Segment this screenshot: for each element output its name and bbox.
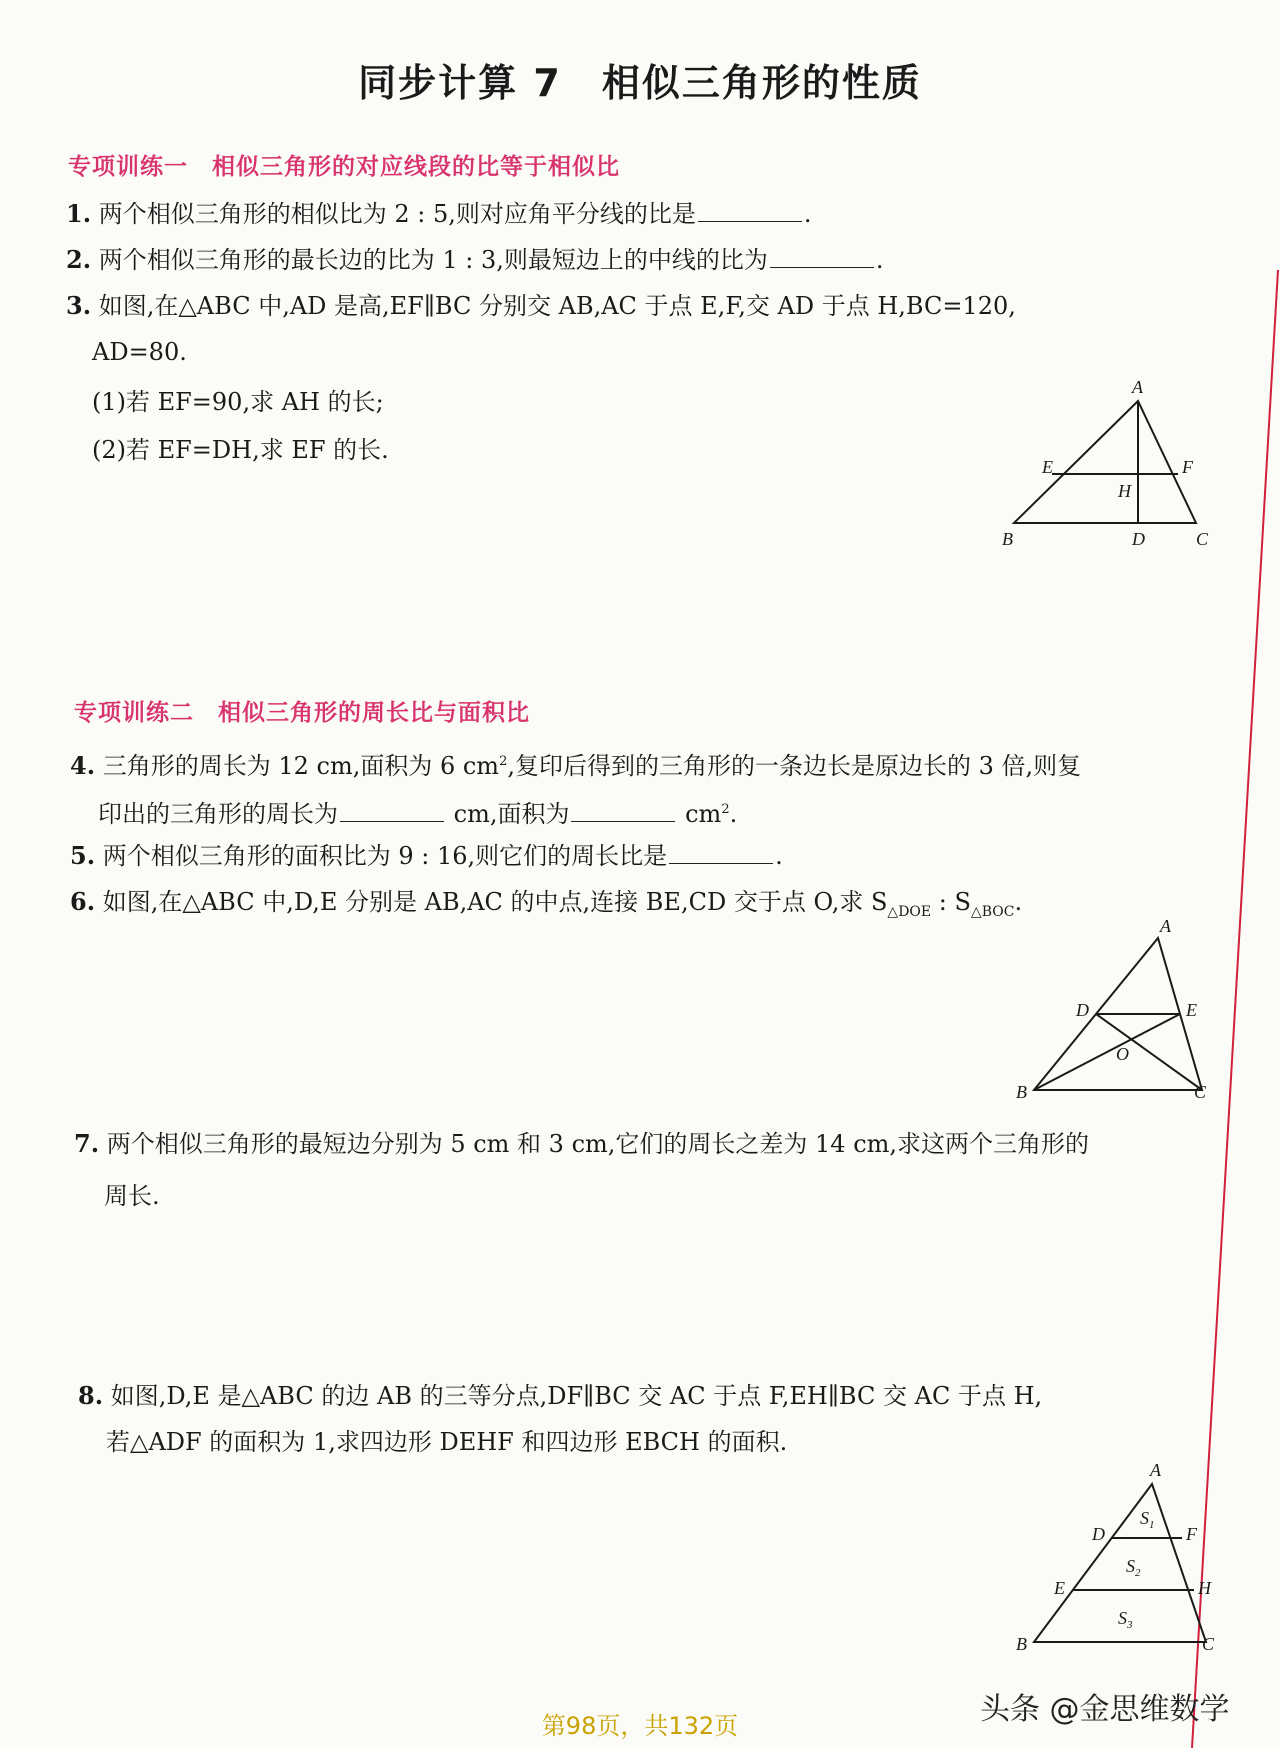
question-text: 如图,在△ABC 中,AD 是高,EF∥BC 分别交 AB,AC 于点 E,F,交 AD 于点 H,BC=120, — [98, 292, 1016, 320]
label-s3: $S_3$ — [1118, 1608, 1133, 1631]
label-e: E — [1042, 457, 1053, 477]
question-number: 7. — [74, 1129, 100, 1158]
label-c: C — [1194, 1082, 1207, 1102]
label-f: F — [1182, 457, 1193, 477]
subscript: △BOC — [970, 903, 1015, 920]
unit-text: cm — [685, 800, 722, 828]
question-3-part-1: (1)若 EF=90,求 AH 的长; — [92, 388, 384, 416]
answer-blank[interactable] — [669, 843, 773, 864]
figure-6-triangle — [1010, 916, 1220, 1102]
question-3-line-2: AD=80. — [92, 338, 187, 366]
question-6 — [70, 888, 1022, 926]
question-number: 1. — [66, 199, 92, 228]
question-text: 如图,D,E 是△ABC 的边 AB 的三等分点,DF∥BC 交 AC 于点 F,EH∥BC 交 AC 于点 H, — [110, 1382, 1043, 1410]
punctuation: . — [775, 842, 783, 870]
figure-8-triangle — [1010, 1462, 1220, 1662]
watermark: 头条 @金思维数学 — [980, 1692, 1230, 1727]
question-text: 两个相似三角形的最短边分别为 5 cm 和 3 cm,它们的周长之差为 14 cm,求这两个三角形的 — [106, 1130, 1090, 1158]
label-c: C — [1196, 529, 1209, 549]
question-number: 8. — [78, 1381, 104, 1410]
label-b: B — [1016, 1634, 1027, 1654]
question-number: 4. — [70, 751, 96, 780]
answer-blank-perimeter[interactable] — [340, 801, 444, 822]
label-s2: $S_2$ — [1126, 1556, 1141, 1579]
question-text: 如图,在△ABC 中,D,E 分别是 AB,AC 的中点,连接 BE,CD 交于点 O,求 S — [102, 888, 888, 916]
label-d: D — [1132, 529, 1145, 549]
question-4-line-2 — [98, 796, 737, 828]
section-heading-2: 专项训练二 相似三角形的周长比与面积比 — [74, 700, 530, 726]
answer-blank[interactable] — [770, 247, 874, 268]
label-h: H — [1198, 1578, 1211, 1598]
section-heading-1: 专项训练一 相似三角形的对应线段的比等于相似比 — [68, 154, 620, 180]
label-b: B — [1002, 529, 1013, 549]
page-title: 同步计算 7 相似三角形的性质 — [358, 61, 922, 105]
question-text-cont: ,复印后得到的三角形的一条边长是原边长的 3 倍,则复 — [507, 752, 1082, 780]
label-s1: $S_1$ — [1140, 1508, 1155, 1531]
label-e: E — [1054, 1578, 1065, 1598]
label-o: O — [1116, 1044, 1129, 1064]
segment-cd — [1096, 1014, 1202, 1090]
label-c: C — [1202, 1634, 1215, 1654]
question-2 — [66, 246, 883, 274]
punctuation: . — [803, 200, 812, 228]
label-a: A — [1132, 377, 1143, 397]
figure-3-triangle — [1000, 375, 1220, 550]
label-d: D — [1092, 1524, 1105, 1544]
punctuation: . — [1014, 888, 1023, 916]
question-1 — [66, 200, 811, 228]
punctuation: . — [729, 800, 738, 828]
label-b: B — [1016, 1082, 1027, 1102]
label-h: H — [1118, 481, 1131, 501]
subscript: △DOE — [887, 903, 932, 920]
segment-be — [1034, 1014, 1180, 1090]
question-4 — [70, 748, 1081, 780]
question-3 — [66, 292, 1016, 320]
answer-blank-area[interactable] — [571, 801, 675, 822]
label-a: A — [1150, 1460, 1161, 1480]
question-number: 2. — [66, 245, 92, 274]
question-3-part-2: (2)若 EF=DH,求 EF 的长. — [92, 436, 389, 464]
unit-text: cm,面积为 — [453, 800, 570, 828]
question-text: 三角形的周长为 12 cm,面积为 6 cm — [102, 752, 500, 780]
answer-blank[interactable] — [698, 201, 802, 222]
punctuation: . — [875, 246, 884, 274]
label-d: D — [1076, 1000, 1089, 1020]
question-text: 两个相似三角形的相似比为 2 : 5,则对应角平分线的比是 — [98, 200, 696, 228]
question-text: 两个相似三角形的面积比为 9 : 16,则它们的周长比是 — [102, 842, 668, 870]
question-text: 两个相似三角形的最长边的比为 1 : 3,则最短边上的中线的比为 — [98, 246, 768, 274]
question-8-line-2: 若△ADF 的面积为 1,求四边形 DEHF 和四边形 EBCH 的面积. — [106, 1428, 788, 1456]
question-text-cont: : S — [931, 888, 971, 916]
question-number: 6. — [70, 887, 96, 916]
question-8 — [78, 1382, 1042, 1410]
superscript: 2 — [499, 754, 508, 769]
question-number: 3. — [66, 291, 92, 320]
label-e: E — [1186, 1000, 1197, 1020]
question-7 — [74, 1130, 1089, 1158]
question-7-line-2: 周长. — [104, 1182, 160, 1210]
question-5 — [70, 842, 783, 870]
question-text: 印出的三角形的周长为 — [98, 800, 338, 828]
superscript: 2 — [721, 802, 730, 817]
label-a: A — [1160, 916, 1171, 936]
question-number: 5. — [70, 841, 96, 870]
page-footer: 第98页，共132页 — [541, 1712, 739, 1740]
label-f: F — [1186, 1524, 1197, 1544]
